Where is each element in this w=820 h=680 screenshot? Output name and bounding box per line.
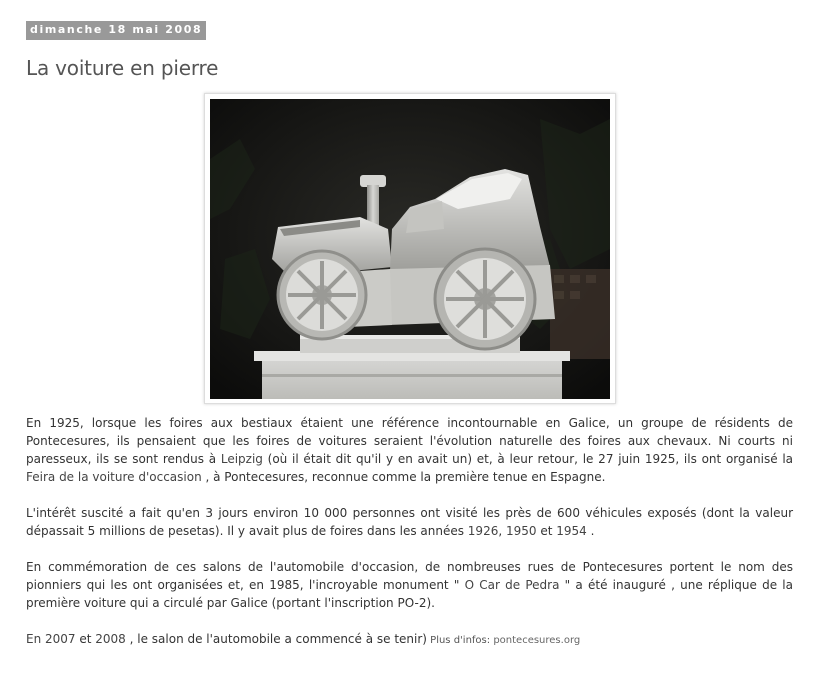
text: En 1925, lorsque les foires aux bestiaux étaient une référence incontournable en Galice, un groupe de résidents de Pontecesures, ils pensaient que les foires de voitures seraient l'évolution naturelle des foires aux chevaux. Ni courts ni paresseux, ils se sont rendus à [26,416,793,466]
year-1950-link[interactable]: 1950 [505,524,537,538]
more-info [427,635,580,646]
post-body [26,414,793,668]
more-info-label: Plus d'infos: [426,635,494,646]
text: et [536,524,557,538]
post-title: La voiture en pierre [26,56,219,80]
year-1926-link[interactable]: 1926 [467,524,499,538]
paragraph-2 [26,504,793,540]
paragraph-3 [26,558,793,612]
car-de-pedra-link[interactable]: O Car de Pedra [464,578,560,592]
paragraph-4 [26,630,793,650]
date-header: dimanche 18 mai 2008 [26,21,206,40]
year-2007-link[interactable]: En 2007 [26,632,76,646]
text: , à Pontecesures, reconnue comme la première tenue en Espagne. [201,470,606,484]
text: L'intérêt suscité a fait qu'en 3 jours environ 10 000 personnes ont visité les près de 600 véhicules exposés (dont la valeur dépassait 5 millions de pesetas). Il y avait plus de foires dans les années [26,506,793,538]
text: . [586,524,595,538]
text: , [498,524,506,538]
text: (où il était dit qu'il y en avait un) et, à leur retour, le 27 juin 1925, ils ont organisé la [262,452,794,466]
text: et [75,632,96,646]
paragraph-1 [26,414,793,486]
text: , le salon de l'automobile a commencé à se tenir) [125,632,427,646]
pontecesures-link[interactable]: pontecesures.org [493,635,581,646]
blog-post [26,18,794,646]
leipzig-link[interactable]: Leipzig [220,452,263,466]
stone-car-monument-image [210,99,610,399]
year-1954-link[interactable]: 1954 [556,524,587,538]
text: " a été inauguré , une réplique de la première voiture qui a circulé par Galice (portant l'inscription PO-2). [26,578,793,610]
feira-link[interactable]: Feira de la voiture d'occasion [26,470,202,484]
year-2008-link[interactable]: 2008 [95,632,126,646]
text: En commémoration de ces salons de l'automobile d'occasion, de nombreuses rues de Pontecesures portent le nom des pionniers qui les ont organisées et, en 1985, l'incroyable monument " [26,560,793,592]
post-photo[interactable] [204,93,616,404]
